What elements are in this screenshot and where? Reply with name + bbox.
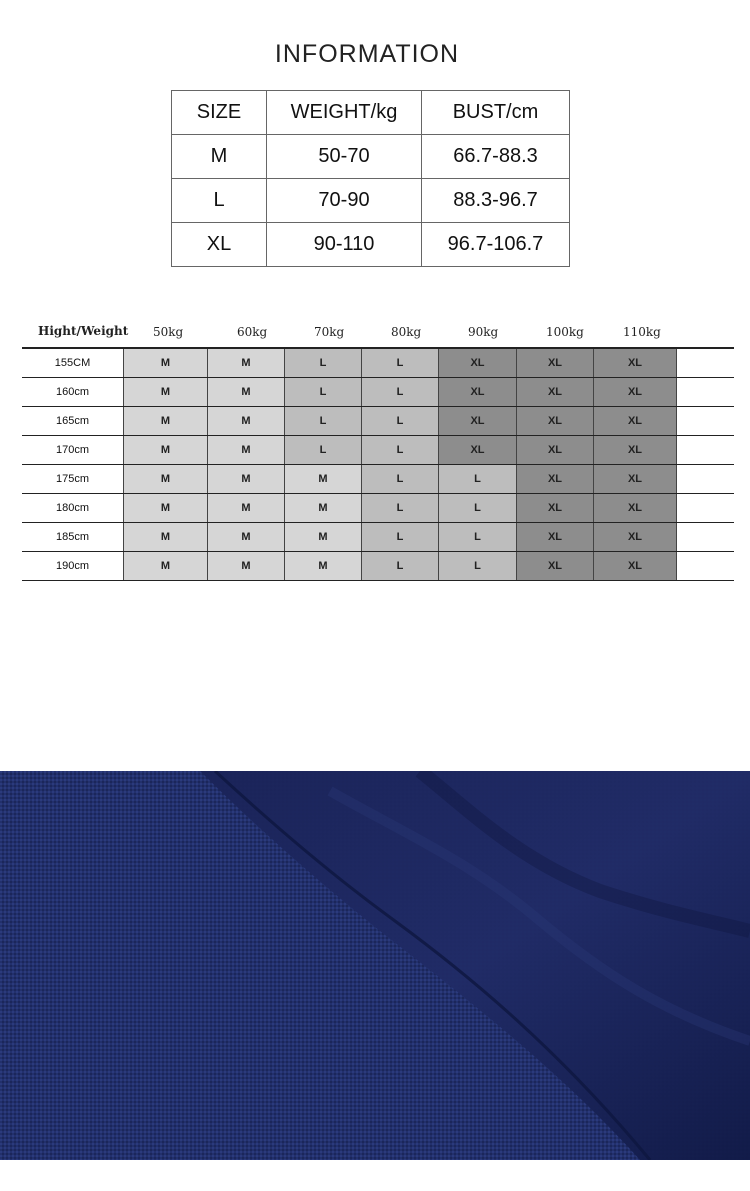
size-cell: XL <box>516 349 593 377</box>
size-cell: XL <box>516 552 593 580</box>
size-cell: XL <box>593 523 677 551</box>
chart-row <box>22 378 734 407</box>
size-cell: M <box>207 436 284 464</box>
size-cell: XL <box>438 436 516 464</box>
header-size: SIZE <box>172 91 267 135</box>
size-cell: XL <box>593 378 677 406</box>
chart-row <box>22 552 734 581</box>
size-cell: M <box>207 378 284 406</box>
height-label: 175cm <box>55 473 90 485</box>
size-cell: L <box>284 407 361 435</box>
size-cell: L <box>284 436 361 464</box>
info-bust: 88.3-96.7 <box>422 179 570 223</box>
info-size: L <box>172 179 267 223</box>
info-row-xl <box>172 223 570 267</box>
size-cell: M <box>123 436 207 464</box>
size-cell: M <box>284 523 361 551</box>
size-cell: M <box>123 349 207 377</box>
size-cell: M <box>284 494 361 522</box>
chart-rows <box>22 347 734 581</box>
height-weight-chart <box>22 318 734 581</box>
corner-label: Hight/Weight <box>38 324 129 338</box>
size-cell: M <box>284 465 361 493</box>
info-weight: 70-90 <box>267 179 422 223</box>
info-row-m <box>172 135 570 179</box>
weight-header: 80kg <box>391 325 422 339</box>
size-cell: XL <box>516 378 593 406</box>
size-cell: XL <box>593 407 677 435</box>
size-cell: M <box>123 552 207 580</box>
info-weight: 90-110 <box>267 223 422 267</box>
info-weight: 50-70 <box>267 135 422 179</box>
size-cell: L <box>361 494 438 522</box>
size-cell: M <box>123 407 207 435</box>
size-cell: L <box>361 349 438 377</box>
size-cell: XL <box>438 378 516 406</box>
size-cell: L <box>438 465 516 493</box>
height-label: 180cm <box>55 502 90 514</box>
info-size: XL <box>172 223 267 267</box>
size-cell: L <box>361 552 438 580</box>
chart-row <box>22 523 734 552</box>
size-cell: L <box>438 523 516 551</box>
height-label: 160cm <box>55 386 90 398</box>
size-cell: XL <box>516 436 593 464</box>
size-cell: L <box>361 523 438 551</box>
size-cell: L <box>438 494 516 522</box>
size-cell: XL <box>438 407 516 435</box>
size-cell: L <box>361 465 438 493</box>
size-cell: M <box>284 552 361 580</box>
height-label: 165cm <box>55 415 90 427</box>
size-info-table <box>171 90 570 267</box>
chart-row <box>22 465 734 494</box>
size-cell: M <box>207 523 284 551</box>
height-label: 185cm <box>55 531 90 543</box>
info-size: M <box>172 135 267 179</box>
header-bust: BUST/cm <box>422 91 570 135</box>
info-header-row <box>172 91 570 135</box>
chart-header <box>22 318 734 347</box>
weight-header: 70kg <box>314 325 345 339</box>
info-bust: 66.7-88.3 <box>422 135 570 179</box>
size-cell: L <box>438 552 516 580</box>
size-cell: XL <box>438 349 516 377</box>
weight-header: 100kg <box>546 325 584 339</box>
fabric-texture <box>0 771 750 1160</box>
info-bust: 96.7-106.7 <box>422 223 570 267</box>
size-cell: M <box>207 407 284 435</box>
height-label: 170cm <box>55 444 90 456</box>
size-cell: L <box>361 378 438 406</box>
weight-header: 60kg <box>237 325 268 339</box>
size-cell: L <box>284 349 361 377</box>
size-cell: M <box>207 349 284 377</box>
chart-row <box>22 494 734 523</box>
size-cell: M <box>123 465 207 493</box>
size-cell: L <box>284 378 361 406</box>
size-cell: L <box>361 407 438 435</box>
height-label: 190cm <box>55 560 90 572</box>
info-row-l <box>172 179 570 223</box>
size-cell: M <box>123 494 207 522</box>
fabric-photo <box>0 771 750 1160</box>
size-cell: XL <box>593 494 677 522</box>
chart-row <box>22 348 734 378</box>
header-weight: WEIGHT/kg <box>267 91 422 135</box>
chart-row <box>22 436 734 465</box>
info-title: INFORMATION <box>274 40 460 68</box>
size-cell: M <box>123 523 207 551</box>
height-label: 155CM <box>54 357 91 369</box>
size-cell: XL <box>516 407 593 435</box>
size-cell: M <box>207 552 284 580</box>
size-cell: M <box>207 494 284 522</box>
chart-row <box>22 407 734 436</box>
size-cell: XL <box>516 494 593 522</box>
weight-header: 50kg <box>153 325 184 339</box>
size-cell: M <box>123 378 207 406</box>
size-cell: XL <box>593 436 677 464</box>
size-cell: XL <box>593 465 677 493</box>
size-cell: XL <box>593 552 677 580</box>
size-cell: XL <box>516 523 593 551</box>
size-cell: M <box>207 465 284 493</box>
size-cell: XL <box>593 349 677 377</box>
weight-header: 90kg <box>468 325 499 339</box>
size-cell: XL <box>516 465 593 493</box>
size-cell: L <box>361 436 438 464</box>
weight-header: 110kg <box>623 325 661 339</box>
